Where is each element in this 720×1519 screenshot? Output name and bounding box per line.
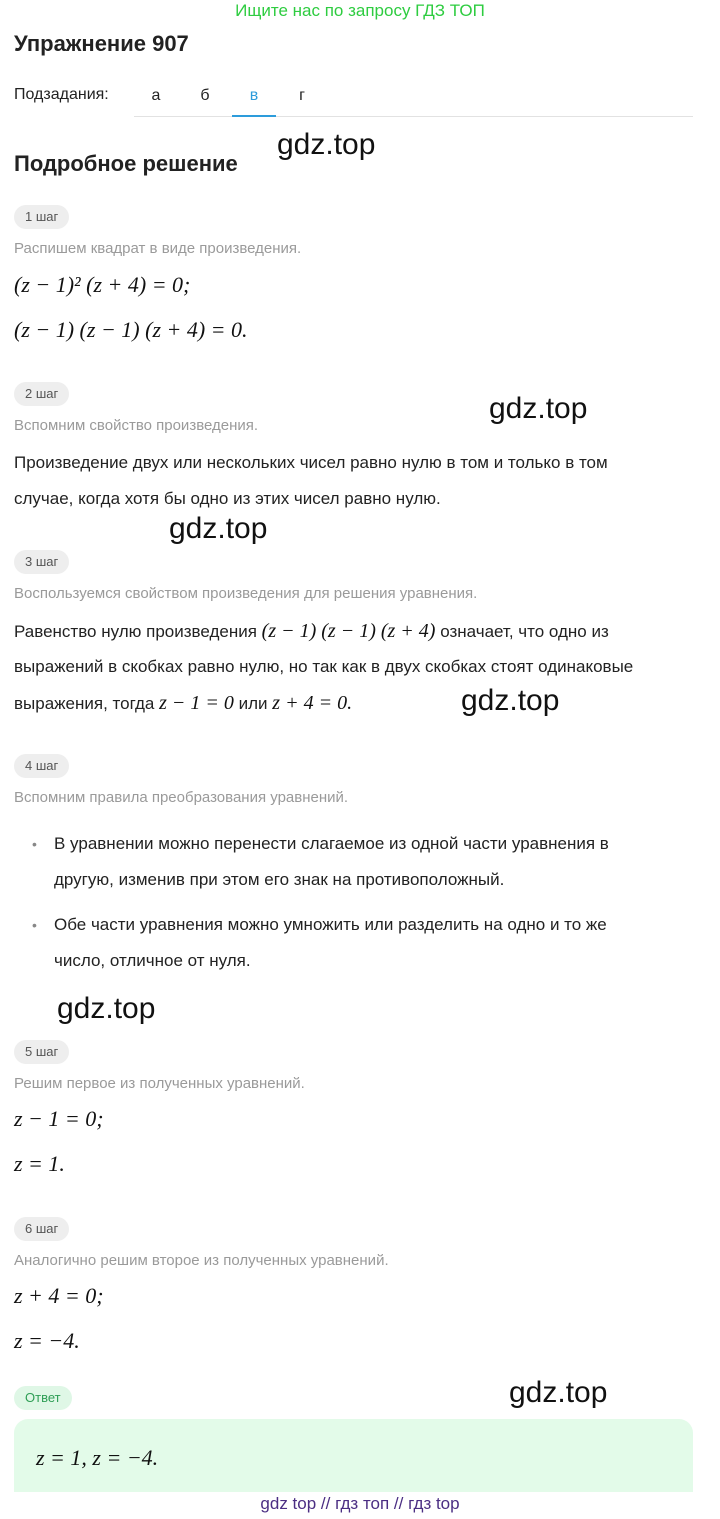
watermark: gdz.top <box>461 684 560 717</box>
inline-formula: z − 1 = 0 <box>159 692 234 714</box>
subtask-tab-g[interactable]: г <box>299 87 305 104</box>
step-text: выражений в скобках равно нулю, но так как в двух скобках стоят одинаковые <box>14 657 634 676</box>
solution-title: Подробное решение <box>14 151 238 176</box>
step-text: Равенство нулю произведения <box>14 622 257 641</box>
step-badge: 6 шаг <box>14 1217 69 1241</box>
subtask-tab-v[interactable]: в <box>232 79 276 117</box>
inline-formula: (z − 1) (z − 1) (z + 4) <box>261 620 436 642</box>
step-text: Произведение двух или нескольких чисел равно нулю в том и только в том <box>14 453 608 472</box>
watermark: gdz.top <box>489 392 588 425</box>
step-badge: 1 шаг <box>14 205 69 229</box>
watermark: gdz.top <box>509 1376 608 1409</box>
formula-line: z = 1. <box>14 1151 65 1176</box>
step-hint: Вспомним свойство произведения. <box>14 417 259 434</box>
answer-value: z = 1, z = −4. <box>36 1445 159 1470</box>
step-text: случае, когда хотя бы одно из этих чисел равно нулю. <box>14 489 441 508</box>
step-hint: Аналогично решим второе из полученных уравнений. <box>14 1252 389 1269</box>
list-item-line: • Обе части уравнения можно умножить или разделить на одно и то же <box>54 915 607 934</box>
subtasks-tabs <box>134 79 693 117</box>
step-text-line <box>14 613 609 650</box>
formula-line: z = −4. <box>14 1328 80 1353</box>
answer-box <box>14 1419 693 1492</box>
step-text: означает, что одно из <box>440 622 609 641</box>
watermark: gdz.top <box>57 992 156 1025</box>
step-hint: Решим первое из полученных уравнений. <box>14 1075 305 1092</box>
step-badge: 4 шаг <box>14 754 69 778</box>
exercise-title: Упражнение 907 <box>14 31 189 56</box>
formula-line: (z − 1)² (z + 4) = 0; <box>14 272 191 297</box>
formula-line: (z − 1) (z − 1) (z + 4) = 0. <box>14 317 248 342</box>
watermark: gdz.top <box>169 512 268 545</box>
list-item <box>14 826 704 898</box>
footer-links: gdz top // гдз топ // гдз top <box>260 1494 460 1513</box>
list-item <box>14 907 704 979</box>
answer-badge: Ответ <box>14 1386 72 1410</box>
step-hint: Распишем квадрат в виде произведения. <box>14 240 302 257</box>
search-banner: Ищите нас по запросу ГДЗ ТОП <box>235 1 485 20</box>
list-item-line: • В уравнении можно перенести слагаемое из одной части уравнения в <box>54 834 609 853</box>
step-text: или <box>238 694 268 713</box>
step-hint: Воспользуемся свойством произведения для решения уравнения. <box>14 585 478 602</box>
inline-formula: z + 4 = 0. <box>272 692 353 714</box>
formula-line: z − 1 = 0; <box>14 1106 104 1131</box>
step-hint: Вспомним правила преобразования уравнений. <box>14 789 349 806</box>
subtask-tab-b[interactable]: б <box>200 87 210 104</box>
step-text: выражения, тогда <box>14 694 155 713</box>
watermark: gdz.top <box>277 128 376 161</box>
step-badge: 5 шаг <box>14 1040 69 1064</box>
step-badge: 2 шаг <box>14 382 69 406</box>
step-badge: 3 шаг <box>14 550 69 574</box>
list-item-line: другую, изменив при этом его знак на противоположный. <box>54 870 505 889</box>
list-item-line: число, отличное от нуля. <box>54 951 251 970</box>
rules-list <box>14 826 704 988</box>
subtask-tab-a[interactable]: а <box>151 87 161 104</box>
step-text-line <box>14 685 352 722</box>
formula-line: z + 4 = 0; <box>14 1283 104 1308</box>
subtasks-label: Подзадания: <box>14 86 109 103</box>
